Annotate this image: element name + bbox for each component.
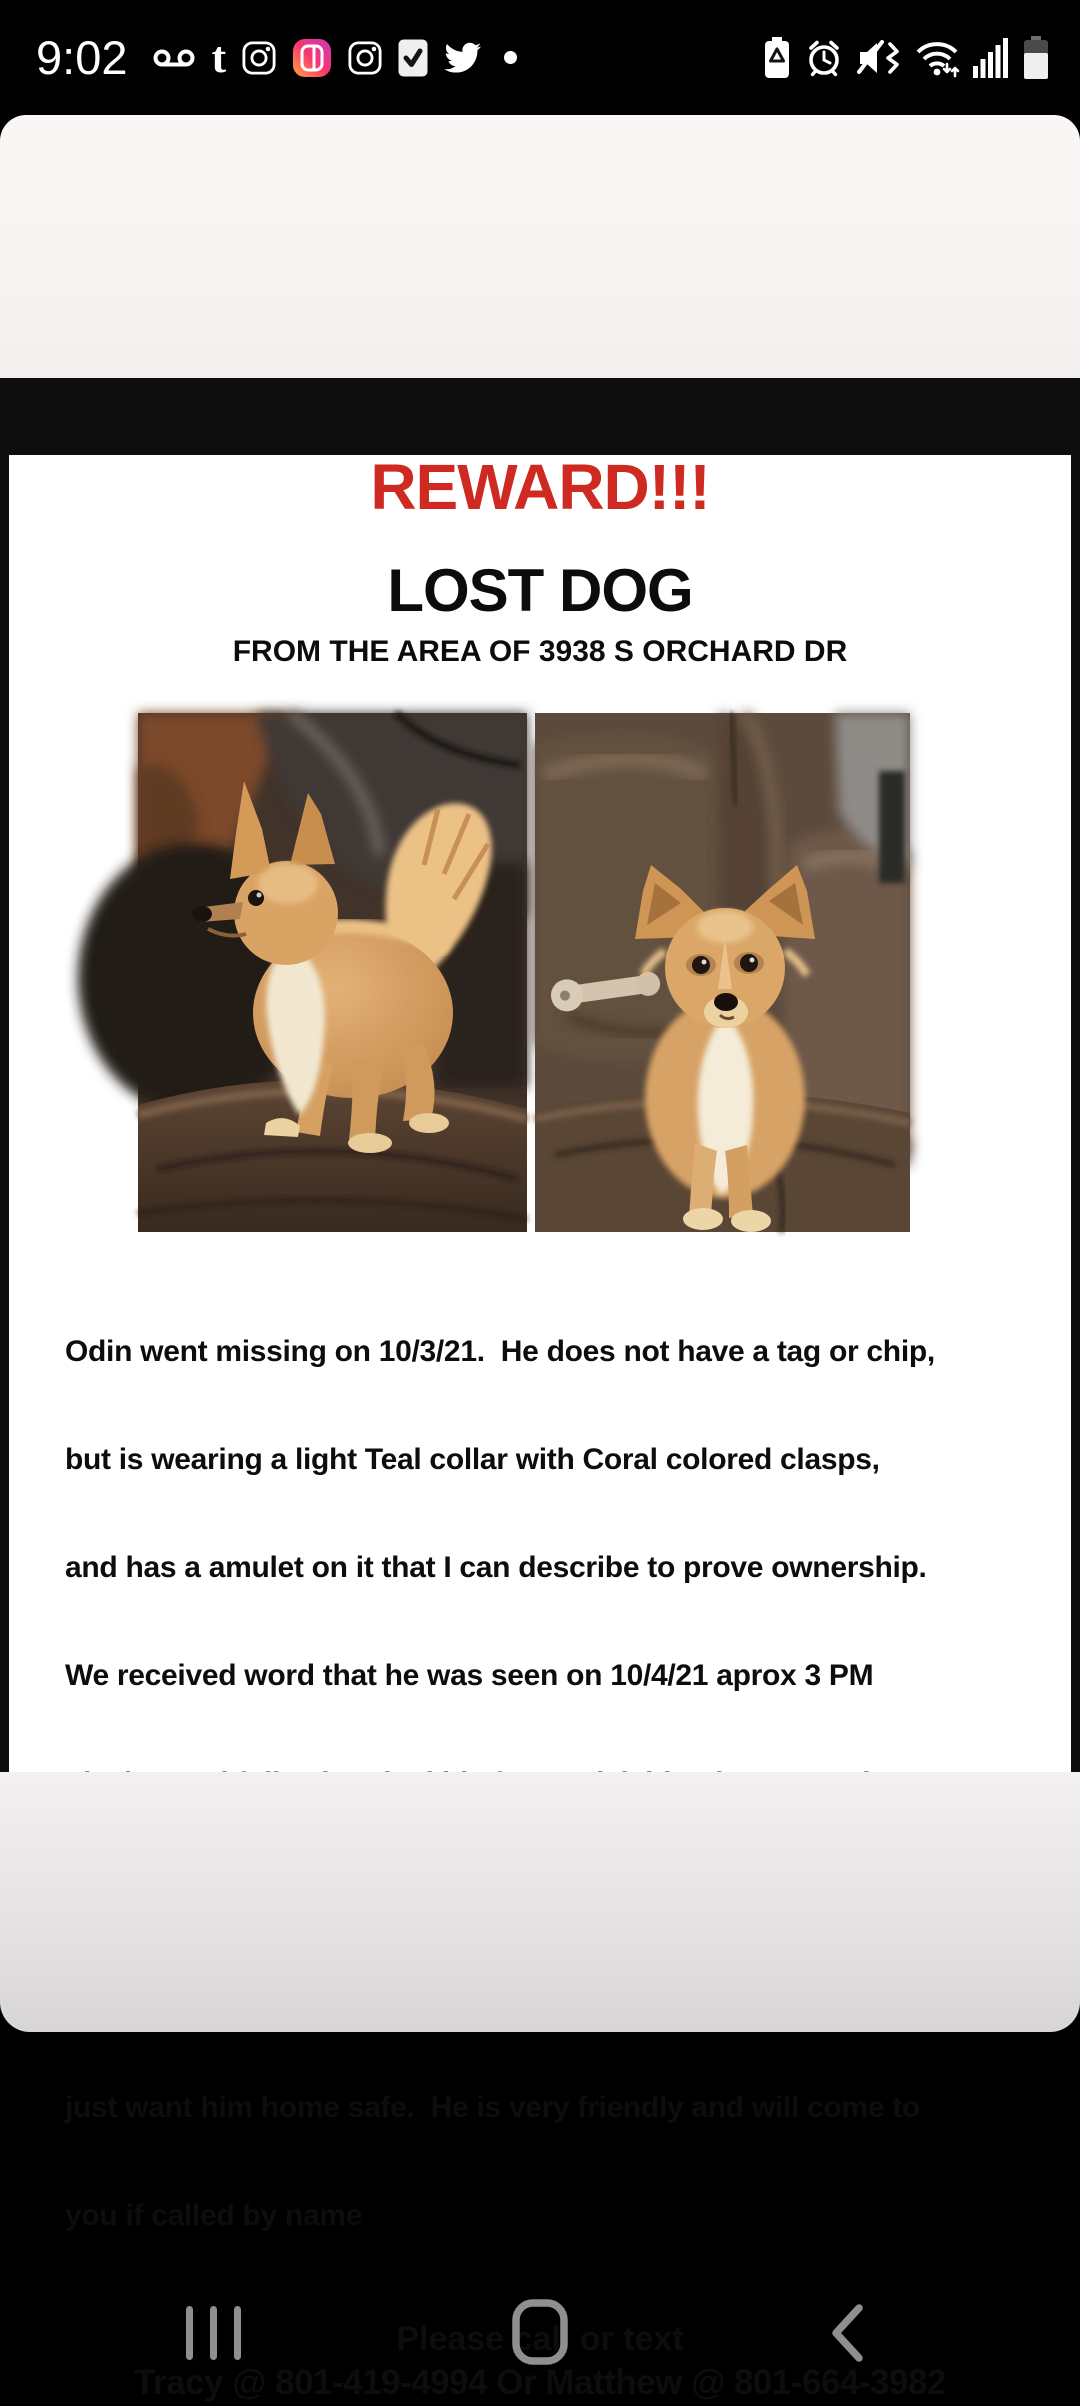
recents-icon <box>186 2305 242 2361</box>
more-notifications-dot-icon <box>504 51 517 64</box>
wifi-icon <box>914 38 960 78</box>
body-line: but is wearing a light Teal collar with Coral colored clasps, <box>65 1443 880 1476</box>
body-line: just want him home safe. He is very friendly and will come to <box>65 2091 920 2124</box>
status-time: 9:02 <box>36 31 128 84</box>
photo-letterbox-top <box>0 115 1080 378</box>
battery-saver-icon <box>763 37 791 79</box>
status-bar[interactable] <box>0 0 1080 115</box>
body-line: you if called by name <box>65 2199 363 2232</box>
call-to-action: Please call or text <box>396 2320 684 2358</box>
signal-icon <box>973 38 1009 78</box>
tumblr-icon: t <box>211 32 227 82</box>
body-line: Odin went missing on 10/3/21. He does not have a tag or chip, <box>65 1335 935 1368</box>
vibrate-mute-icon <box>857 39 901 77</box>
dog-photos <box>9 713 1071 1232</box>
battery-icon <box>1022 36 1050 80</box>
photo-letterbox-bottom <box>0 1772 1080 2032</box>
alarm-icon <box>804 38 844 78</box>
home-button[interactable] <box>512 2299 568 2365</box>
checkmark-app-icon <box>398 39 428 77</box>
flyer-page <box>9 451 1071 2402</box>
recents-button[interactable] <box>186 2305 242 2361</box>
status-bar-left <box>36 31 517 84</box>
back-chevron-icon <box>828 2303 866 2363</box>
twitter-icon <box>444 42 482 74</box>
contact-phone-numbers: Tracy @ 801-419-4994 Or Matthew @ 801-664-3982 <box>134 2363 946 2402</box>
voicemail-icon <box>153 44 195 72</box>
reward-title: REWARD!!! <box>370 451 710 523</box>
dog-photo-left <box>138 713 527 1232</box>
body-line: and has a amulet on it that I can describe to prove ownership. <box>65 1551 927 1584</box>
back-button[interactable] <box>828 2303 866 2363</box>
flyer-subtitle: FROM THE AREA OF 3938 S ORCHARD DR <box>232 635 848 668</box>
lost-dog-flyer-photo[interactable] <box>0 378 1080 2402</box>
layout-gradient-icon <box>292 38 332 78</box>
status-bar-right <box>763 36 1050 80</box>
instagram-icon <box>348 41 382 75</box>
flyer-title: LOST DOG <box>387 557 693 624</box>
home-icon <box>512 2299 568 2365</box>
dog-photo-right <box>535 713 910 1232</box>
body-line: We received word that he was seen on 10/4/21 aprox 3 PM <box>65 1659 874 1692</box>
instagram-icon <box>242 41 276 75</box>
